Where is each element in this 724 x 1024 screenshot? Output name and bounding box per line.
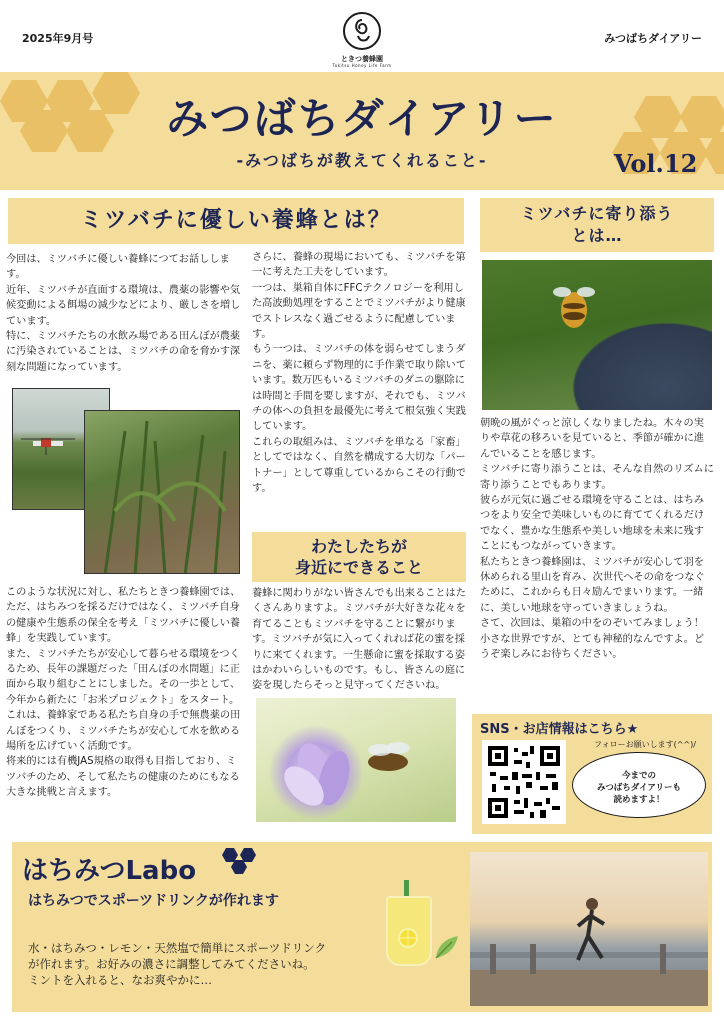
heading-line: 身近にできること — [294, 558, 423, 577]
near-section-heading — [252, 532, 466, 582]
page-title: みつばちダイアリー — [166, 94, 558, 143]
labo-line: 水・はちみつ・レモン・天然塩で簡単にスポーツドリンク — [28, 941, 327, 955]
main-article-heading: ミツバチに優しい養蜂とは？ — [8, 198, 464, 244]
drink-cup-icon — [386, 896, 432, 966]
mint-leaf-icon — [432, 932, 462, 966]
near-section-text: 養蜂に関わりがない皆さんでも出来ることはたくさんありますよ。ミツバチが大好きな花々を育てることもミツバチを守ることに繋がります。ミツバチが気に入ってくれれば花の蜜を採りに来てくれます。一生懸命に蜜を採取する姿はかわいらしいものです。もし、皆さんの庭に姿を現したらそっと見守ってくださいね。 — [252, 588, 466, 692]
main-article-body — [6, 585, 244, 801]
paragraph: 一つは、巣箱自体にFFCテクノロジーを利用した高波動処理をすることでミツバチがより健康でストレスなく過ごせるように配慮しています。 — [252, 282, 466, 341]
paragraph: これらの取組みは、ミツバチを単なる「家畜」としてではなく、自然を構成する大切な「パートナー」として尊重しているからこその行動です。 — [252, 436, 466, 495]
labo-text — [28, 940, 368, 988]
paragraph: このような状況に対し、私たちときつ養蜂園では、ただ、はちみつを採るだけではなく、ミツバチ自身の健康や生態系の保全を考え「ミツバチに優しい養蜂」を実践しています。 — [6, 587, 241, 645]
bubble-line: 読めますよ！ — [613, 795, 665, 805]
newsletter-name: みつばちダイアリー — [604, 32, 702, 45]
labo-title: はちみつLabo — [22, 856, 197, 886]
brand-name: ときつ養蜂園 — [341, 55, 383, 63]
heading-line: とは… — [571, 226, 623, 245]
bubble-line: 今までの — [621, 771, 656, 781]
brand-subtitle: Tokitsu Honey Life Farm — [332, 63, 392, 68]
bee-photo — [482, 260, 712, 410]
paragraph: また、ミツバチたちが安心して暮らせる環境をつくるため、長年の課題だった「田んぼの水問題」に正面から取り組むことにしました。その一歩として、今年から新たに「お米プロジェクト」をスタート。 — [6, 648, 241, 706]
follow-message: フォローお願いします(^^)/ — [594, 740, 696, 749]
issue-date: 2025年9月号 — [22, 32, 94, 45]
runner-photo — [470, 852, 708, 1006]
paragraph: さて、次回は、巣箱の中をのぞいてみましょう！小さな世界ですが、とても神秘的なんですよ。どうぞ楽しみにお待ちください。 — [480, 618, 705, 661]
heading-line: わたしたちが — [310, 537, 407, 556]
paragraph: これは、養蜂家である私たち自身の手で無農薬の田んぼをつくり、ミツバチたちが安心して水を飲める場所を広げていく活動です。 — [6, 710, 241, 753]
paragraph: さらに、養蜂の現場においても、ミツバチを第一に考えた工夫をしています。 — [252, 252, 466, 279]
paragraph: 朝晩の風がぐっと涼しくなりましたね。木々の実りや草花の移ろいを見ていると、季節が確かに進んでいることを感じます。 — [480, 418, 705, 460]
volume-number: Vol.12 — [614, 149, 698, 178]
labo-line: が作れます。お好みの濃さに調整してみてくださいね。 — [28, 957, 315, 971]
qr-code[interactable] — [482, 740, 566, 824]
honeycomb-dots-icon — [218, 846, 264, 880]
main-article-continued — [252, 250, 466, 497]
main-article-intro — [6, 252, 244, 375]
paragraph: 今回は、ミツバチに優しい養蜂につてお話しします。 — [6, 254, 230, 281]
paragraph: 私たちときつ養蜂園は、ミツバチが安心して羽を休められる里山を育み、次世代へその命をつなぐために、これからも日々励んでまいります。一緒に、美しい地球を守っていきましょうね。 — [480, 556, 705, 614]
paragraph: 特に、ミツバチたちの水飲み場である田んぼが農薬に汚染されていることは、ミツバチの命を脅かす深刻な問題になっています。 — [6, 331, 241, 373]
speech-bubble-text — [580, 770, 698, 806]
labo-subtitle: はちみつでスポーツドリンクが作れます — [28, 893, 279, 909]
rice-field-photo — [84, 410, 240, 574]
brand-logo-icon — [343, 12, 381, 50]
heading-line: ミツバチに寄り添う — [520, 204, 674, 223]
side-article-text — [480, 416, 714, 663]
paragraph: ミツバチに寄り添うことは、そんな自然のリズムに寄り添うことでもあります。 — [480, 464, 714, 491]
paragraph: もう一つは、ミツバチの体を弱らせてしまうダニを、薬に頼らず物理的に手作業で取り除いています。数万匹もいるミツバチのダニの駆除には時間と手間を要しますが、それでも、ミツバチの体への負担を最優先に考えて根気強く実践しています。 — [252, 344, 466, 433]
paragraph: 将来的には有機JAS規格の取得も目指しており、ミツバチのため、そして私たちの健康のためにもなる大きな挑戦と言えます。 — [6, 756, 240, 799]
bubble-line: みつばちダイアリーも — [596, 783, 682, 793]
paragraph: 彼らが元気に過ごせる環境を守ることは、はちみつをより安全で美味しいものに育ててくれるだけでなく、豊かな生態系や美しい地球を未来に残すことにもつながっていきます。 — [480, 495, 705, 553]
page-subtitle: -みつばちが教えてくれること- — [236, 151, 488, 170]
crocus-bee-photo — [256, 698, 456, 822]
side-article-heading — [480, 198, 714, 252]
paragraph: 近年、ミツバチが直面する環境は、農薬の影響や気候変動による餌場の減少などにより、厳しさを増しています。 — [6, 284, 241, 327]
sns-title: SNS・お店情報はこちら★ — [480, 722, 639, 737]
labo-line: ミントを入れると、なお爽やかに… — [28, 973, 212, 987]
